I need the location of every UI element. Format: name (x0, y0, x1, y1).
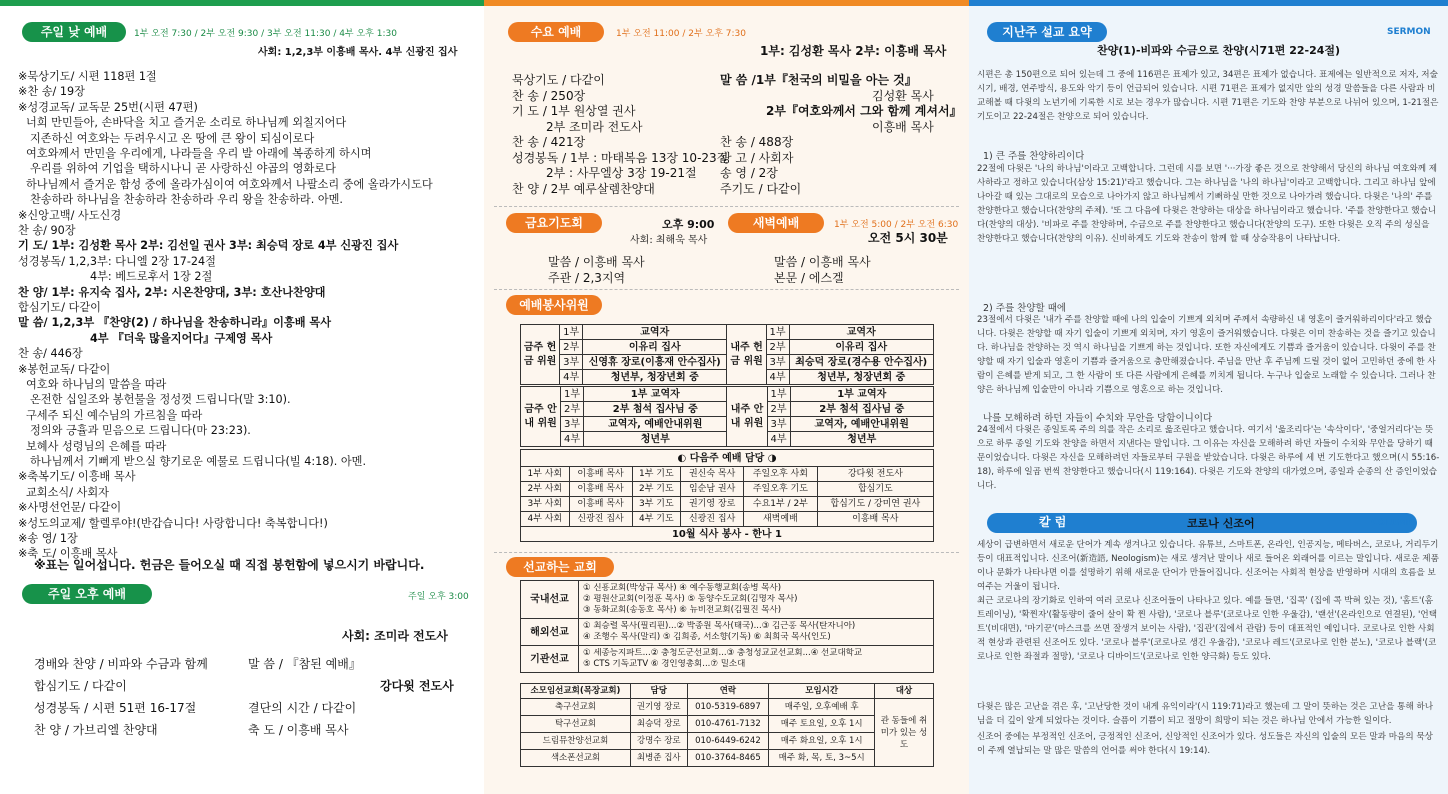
usher-slot: 2부 (561, 402, 584, 417)
order-line: 보혜사 성령님의 은혜를 따라 (26, 439, 167, 453)
usher-slot: 3부 (767, 417, 790, 432)
wednesday-left-item: 기 도 / 1부 원상열 권사 (512, 104, 636, 118)
smallgroup-cell: 권기영 장로 (630, 699, 687, 716)
friday-prayer-title: 금요기도회 (506, 213, 602, 233)
usher-next-person: 청년부 (790, 432, 933, 447)
offering-slot: 3부 (766, 355, 789, 370)
smallgroup-head: 담당 (630, 684, 687, 699)
wednesday-left-item: 성경봉독 / 1부 : 마태복음 13장 10-23절 (512, 150, 729, 165)
smallgroup-cell: 매주일, 오후예배 후 (769, 699, 875, 716)
next-week-cell: 신광진 집사 (681, 512, 744, 527)
offering-slot: 1부 (560, 325, 583, 340)
next-week-cell: 새벽예배 (744, 512, 818, 527)
next-week-cell: 권기영 장로 (681, 497, 744, 512)
dawn-big-time: 오전 5시 30분 (868, 231, 948, 245)
order-line: 온전한 십일조와 봉헌물을 정성껏 드립니다(말 3:10). (30, 393, 291, 407)
offering-this-person: 신영휴 장로(이흥재 안수집사) (583, 355, 727, 370)
usher-next-person: 교역자, 예배안내위원 (790, 417, 933, 432)
smallgroup-cell: 강명수 장로 (630, 733, 687, 750)
offering-slot: 2부 (560, 340, 583, 355)
usher-table (520, 386, 934, 447)
next-week-cell: 신광진 집사 (569, 512, 632, 527)
pm-left-item: 성경봉독 / 시편 51편 16-17절 (34, 701, 197, 715)
wednesday-left-item: 2부 : 사무엘상 3장 19-21절 (546, 166, 697, 180)
mission-category: 기관선교 (521, 646, 579, 673)
smallgroup-head: 소모임선교회(목장교회) (521, 684, 631, 699)
sunday-worship-panel (0, 0, 484, 794)
order-line: ※사명선언문/ 다같이 (18, 501, 122, 515)
next-week-head: ◐ 다음주 예배 담당 ◑ (521, 450, 934, 467)
dawn-text: 본문 / 에스겔 (774, 271, 844, 285)
offering-next-person: 교역자 (789, 325, 934, 340)
afternoon-service-title: 주일 오후 예배 (22, 584, 152, 604)
sermon-subheading: 나를 모해하려 하던 자들이 수치와 무안을 당함이니이다 (983, 413, 1213, 422)
next-week-cell: 주일오후 사회 (744, 467, 818, 482)
order-line: 말 씀/ 1,2,3부 『찬양(2) / 하나님을 찬송하니라』이흥배 목사 (18, 316, 332, 330)
order-line: 너희 만민들아, 손바닥을 치고 즐거운 소리로 하나님께 외칠지어다 (26, 116, 347, 130)
wednesday-left-item: 찬 송 / 250장 (512, 88, 586, 103)
usher-next-person: 1부 교역자 (790, 387, 933, 402)
mission-table (520, 580, 934, 673)
order-line: ※성도의교제/ 할렐루야!(반갑습니다! 사랑합니다! 축복합니다!) (18, 516, 328, 530)
column-title: 칼 럼 (1039, 515, 1067, 529)
offering-next-person: 최승덕 장로(경수용 안수집사) (789, 355, 934, 370)
usher-slot: 2부 (767, 402, 790, 417)
usher-slot: 4부 (561, 432, 584, 447)
order-line: ※성경교독/ 교독문 25번(시편 47편) (18, 100, 198, 114)
wednesday-right-item: 주기도 / 다같이 (720, 181, 802, 196)
sunday-service-title: 주일 낮 예배 (22, 22, 126, 42)
order-line: 합심기도/ 다같이 (18, 301, 101, 314)
smallgroup-cell: 010-5319-6897 (687, 699, 769, 716)
weekday-worship-panel (484, 0, 969, 794)
sunday-presider: 사회: 1,2,3부 이흥배 목사. 4부 신광진 집사 (258, 47, 458, 58)
order-line: 성경봉독/ 1,2,3부: 다니엘 2장 17-24절 (18, 254, 216, 268)
next-week-cell: 이흥배 목사 (569, 497, 632, 512)
dawn-sermon: 말씀 / 이흥배 목사 (774, 255, 871, 269)
order-line: 지존하신 여호와는 두려우시고 온 땅에 큰 왕이 되심이로다 (30, 131, 315, 145)
mission-entry: ① 최승렬 목사(필리핀)...② 박종원 목사(태국)...③ 김근홍 목사(탄자니아) (583, 621, 856, 631)
next-week-cell: 1부 사회 (521, 467, 570, 482)
wednesday-service-time: 1부 오전 11:00 / 2부 오후 7:30 (616, 29, 746, 39)
sermon-heading: 찬양(1)-비파와 수금으로 찬양(시71편 22-24절) (1097, 44, 1341, 57)
next-week-table (520, 449, 934, 542)
lunch-service: 10월 식사 봉사 - 한나 1 (521, 527, 934, 542)
mission-title: 선교하는 교회 (506, 557, 614, 577)
smallgroup-cell: 매주 화요일, 오후 1시 (769, 733, 875, 750)
sermon-summary-title: 지난주 설교 요약 (987, 22, 1107, 42)
wednesday-right-item: 이흥배 목사 (872, 119, 934, 134)
usher-slot: 4부 (767, 432, 790, 447)
column-paragraph: 신조어 중에는 부정적인 신조어, 긍정적인 신조어, 신앙적인 신조어가 있다. 성도들은 자신의 입술의 모든 말과 마음의 묵상이 주께 열납되는 말 많은 말씀의 언어를 써야 한다(시 19:14). (977, 732, 1433, 756)
usher-next-person: 2부 첨석 집사님 중 (790, 402, 933, 417)
smallgroup-cell: 드림뮤찬양선교회 (521, 733, 631, 750)
wednesday-left-item: 2부 조미라 전도사 (546, 119, 643, 134)
offering-slot: 3부 (560, 355, 583, 370)
mission-category: 국내선교 (521, 581, 579, 619)
order-line: 찬 송/ 446장 (18, 347, 83, 361)
sermon-paragraph: 24절에서 다윗은 종일토록 주의 의를 작은 소리로 읊조린다고 했습니다. 여기서 '읊조리다'는 '속삭이다', '중얼거리다'는 뜻으로 하루 종일 기도와 찬양을 하면서 지낸다는 말입니다. 그 이유는 자신을 모해하려 하던 자들이 수치와 무안을 당하기 때문이었습니다. 다윗은 자신을 모해하려던 자들로부터 구원을 받았습니다. 다윗은 하루에 세 번 기도한다고 했으며(시 55:16-18), 하루에 일곱 번씩 찬양한다고 했습니다(시 119:164). 다윗은 기도와 찬양의 대가였으며, 종일과 순종의 산 증인이었습니다. (977, 425, 1440, 491)
smallgroup-cell: 매주 화, 목, 토, 3~5시 (769, 750, 875, 767)
pm-left-item: 합심기도 / 다같이 (34, 679, 127, 693)
pm-left-item: 경배와 찬양 / 비파와 수금과 함께 (34, 657, 208, 671)
mission-entry: ① 신흥교회(박상규 목사) ④ 예수동행교회(송병 목사) (583, 583, 782, 593)
pm-right-item: 결단의 시간 / 다같이 (248, 701, 357, 715)
wednesday-preachers: 1부: 김성환 목사 2부: 이흥배 목사 (760, 44, 947, 58)
mission-entry: ④ 조행수 목사(말리) ⑤ 김희종, 서소향(기독) ⑥ 최희국 목사(인도) (583, 632, 831, 642)
order-line: 4부: 베드로후서 1장 2절 (90, 270, 213, 284)
wednesday-left-item: 찬 양 / 2부 예루살렘찬양대 (512, 181, 655, 196)
wednesday-right-item: 김성환 목사 (872, 88, 934, 103)
mission-entry: ③ 동화교회(송동호 목사) ⑥ 뉴비전교회(김필진 목사) (583, 605, 782, 615)
sunday-service-times: 1부 오전 7:30 / 2부 오전 9:30 / 3부 오전 11:30 / 4부 오후 1:30 (134, 29, 397, 39)
friday-sermon: 말씀 / 이흥배 목사 (548, 255, 645, 269)
usher-this-person: 교역자, 예배안내위원 (584, 417, 727, 432)
next-week-cell: 주일오후 기도 (744, 482, 818, 497)
friday-prayer-time: 오후 9:00 (662, 218, 715, 231)
column-paragraph: 다윗은 많은 고난을 겪은 후, '고난당한 것이 내게 유익이라'(시 119:71)라고 했는데 그 말이 뜻하는 것은 고난을 통해 하나님을 더 깊이 알게 되었다는 것이다. 슬픔이 기쁨이 되고 절망이 희망이 되는 것은 하나님 안에서 가능한 일이다. (977, 702, 1434, 726)
order-line: ※묵상기도/ 시편 118편 1절 (18, 70, 157, 83)
order-line: ※축 도/ 이흥배 목사 (18, 547, 118, 561)
order-line: 찬송하라 하나님을 찬송하라 찬송하라 우리 왕을 찬송하라. 아멘. (30, 193, 343, 207)
smallgroup-head: 대상 (875, 684, 934, 699)
dawn-service-title: 새벽예배 (728, 213, 824, 233)
friday-host: 주관 / 2,3지역 (548, 271, 626, 285)
next-week-cell: 4부 사회 (521, 512, 570, 527)
order-line: 여호와께서 만민을 우리에게, 나라들을 우리 발 아래에 복종하게 하시며 (26, 147, 372, 160)
smallgroup-target: 관 동들에 취미가 있는 성도 (875, 699, 934, 767)
sermon-column-panel (969, 0, 1448, 794)
offering-slot: 4부 (560, 370, 583, 385)
next-week-cell: 4부 기도 (632, 512, 681, 527)
service-committee-title: 예배봉사위원 (506, 295, 602, 315)
friday-presider: 사회: 최해욱 목사 (630, 235, 708, 246)
mission-entry: ② 평원산교회(이정훈 목사) ⑤ 동양수도교회(김명자 목사) (583, 594, 798, 604)
afternoon-service-time: 주일 오후 3:00 (408, 592, 469, 602)
order-line: 하나님께서 즐거운 함성 중에 올라가심이여 여호와께서 나팔소리 중에 올라가시도다 (26, 177, 433, 191)
offering-next-person: 이유리 집사 (789, 340, 934, 355)
next-week-cell: 강다윗 전도사 (817, 467, 933, 482)
order-line: 여호와 하나님의 말씀을 따라 (26, 378, 167, 391)
usher-slot: 3부 (561, 417, 584, 432)
smallgroup-head: 모임시간 (769, 684, 875, 699)
wednesday-left-item: 묵상기도 / 다같이 (512, 73, 605, 87)
next-week-cell: 1부 기도 (632, 467, 681, 482)
offering-next-label: 내주 헌금 위원 (727, 325, 766, 385)
wednesday-left-item: 찬 송 / 421장 (512, 135, 586, 149)
smallgroup-cell: 최병준 집사 (630, 750, 687, 767)
order-line: 정의와 긍휼과 믿음으로 드립니다(마 23:23). (30, 424, 251, 438)
smallgroup-head: 연락 (687, 684, 769, 699)
dawn-service-time: 1부 오전 5:00 / 2부 오전 6:30 (834, 220, 959, 230)
column-subtitle: 코로나 신조어 (1187, 517, 1255, 530)
wednesday-service-title: 수요 예배 (508, 22, 604, 42)
order-line: 기 도/ 1부: 김성환 목사 2부: 김선일 권사 3부: 최승덕 장로 4부 신광진 집사 (18, 239, 399, 253)
offering-slot: 2부 (766, 340, 789, 355)
smallgroup-cell: 최승덕 장로 (630, 716, 687, 733)
order-line: 4부 『더욱 많을지어다』구제영 목사 (90, 331, 273, 345)
order-line: ※송 영/ 1장 (18, 532, 78, 545)
next-week-cell: 3부 사회 (521, 497, 570, 512)
smallgroup-cell: 010-4761-7132 (687, 716, 769, 733)
next-week-cell: 합심기도 / 강미연 권사 (817, 497, 933, 512)
next-week-cell: 3부 기도 (632, 497, 681, 512)
next-week-cell: 이흥배 목사 (569, 467, 632, 482)
next-week-cell: 수요1부 / 2부 (744, 497, 818, 512)
usher-slot: 1부 (561, 387, 584, 402)
offering-slot: 4부 (766, 370, 789, 385)
pm-left-item: 찬 양 / 가브리엘 찬양대 (34, 723, 158, 737)
usher-this-person: 청년부 (584, 432, 727, 447)
wednesday-right-item: 송 영 / 2장 (720, 166, 778, 180)
smallgroup-cell: 매주 토요일, 오후 1시 (769, 716, 875, 733)
mission-list (579, 619, 934, 646)
next-week-cell: 권신숙 목사 (681, 467, 744, 482)
next-week-cell: 이흥배 목사 (817, 512, 933, 527)
order-line: ※신앙고백/ 사도신경 (18, 208, 122, 222)
order-line: 하나님께서 기뻐게 받으실 향기로운 예물로 드립니다(빌 4:18). 아멘. (30, 455, 367, 468)
sunday-note: ※표는 일어섭니다. 헌금은 들어오실 때 직접 봉헌함에 넣으시기 바랍니다. (34, 558, 425, 572)
offering-this-person: 이유리 집사 (583, 340, 727, 355)
smallgroup-cell: 탁구선교회 (521, 716, 631, 733)
sermon-label: SERMON (1387, 27, 1431, 37)
pm-right-item: 축 도 / 이흥배 목사 (248, 723, 349, 737)
column-paragraph: 최근 코로나의 장기화로 인하여 여러 코로나 신조어들이 나타나고 있다. 예를 들면, '집콕' (집에 콕 박혀 있는 것), '홈트'(홈 트레이닝), '확찐자'(활동량이 줄어 살이 확 찐 사람), '코로나 블루'(코로나로 인한 우울감), '랜선'(온라인으로 연결된), '언택트'(비대면), '마기꾼'(마스크를 쓰면 잘생겨 보이는 사람), '집관'(집에서 관람) 등이 대표적인 예입니다. 코로나로 인한 사회적 현상과 관련된 신조어도 있다. '코로나 블루'(코로나로 생긴 우울감), '코로나 레드'(코로나로 인한 분노), '코로나 블랙'(코로나로 인한 좌절과 절망), '코로나 디바이드'(코로나로 인한 양극화) 등도 있다. (977, 596, 1438, 662)
order-line: 찬 송/ 90장 (18, 224, 76, 237)
order-line: ※축복기도/ 이흥배 목사 (18, 470, 136, 484)
offering-next-person: 청년부, 청장년회 중 (789, 370, 934, 385)
usher-this-person: 2부 첨석 집사님 중 (584, 402, 727, 417)
sermon-subheading: 1) 큰 주를 찬양하리이다 (983, 151, 1085, 160)
sermon-paragraph: 시편은 총 150편으로 되어 있는데 그 중에 116편은 표제가 있고, 34편은 표제가 없습니다. 표제에는 일반적으로 저자, 저술시기, 배경, 연주방식, 용도와 악기 등이 언급되어 있습니다. 시편 71편은 표제가 없지만 앞의 성경 말씀들을 다른 사람과 비교해볼 때 다윗의 노년기에 기록한 시로 보는 경우가 많습니다. 시편 71편은 기도와 찬양 부분으로 나뉘어 있으며, 1-21절은 기도이고 22-24절은 찬양으로 되어 있습니다. (977, 70, 1439, 122)
pm-right-item: 강다윗 전도사 (380, 679, 454, 693)
usher-this-person: 1부 교역자 (584, 387, 727, 402)
mission-entry: ⑤ CTS 기독교TV ⑥ 경인영총회...⑦ 밀소대 (583, 659, 746, 669)
sermon-paragraph: 23절에서 다윗은 '내가 주를 찬양할 때에 나의 입술이 기쁘게 외치며 주께서 속량하신 내 영혼이 즐거워하리이다'라고 했습니다. 다윗은 찬양할 때 자기 입술이 기쁘게 외치며, 자기 영혼이 즐거워했습니다. 다윗은 이미 찬송하는 것을 즐기고 있습니다. 하나님을 찬양하는 것 역시 하나님을 기쁘게 하는 것입니다. 또한 자신에게도 기쁨과 즐거움이 있습니다. 다윗이 주를 찬양할 때 자기 입술과 영혼이 기쁨과 즐거움으로 충만해졌습니다. 주님을 만난 후 주님께 드릴 것이 없어 고민하던 중에 한 사람이 은혜를 받게 되고, 그 한 사람이 또 다른 사람에게 은혜를 끼치게 됩니다. 누구나 입술로 노래할 수 있습니다. 그러나 찬양은 하나님께 입술만이 아니라 기쁨으로 영혼으로 하는 것입니다. (977, 315, 1436, 395)
mission-entry: ① 세종능지파트...② 충청도군선교회...③ 충청성교교선교회...④ 선교대학교 (583, 648, 863, 658)
smallgroup-cell: 축구선교회 (521, 699, 631, 716)
next-week-cell: 합심기도 (817, 482, 933, 497)
smallgroup-cell: 010-3764-8465 (687, 750, 769, 767)
offering-table (520, 324, 934, 385)
offering-this-label: 금주 헌금 위원 (521, 325, 560, 385)
usher-next-label: 내주 안내 위원 (727, 387, 767, 447)
next-week-cell: 임순남 권사 (681, 482, 744, 497)
order-line: 찬 양/ 1부: 유지숙 집사, 2부: 시온찬양대, 3부: 호산나찬양대 (18, 285, 326, 299)
wednesday-right-item: 말 씀 /1부『천국의 비밀을 아는 것』 (720, 73, 917, 87)
afternoon-presider: 사회: 조미라 전도사 (342, 629, 448, 643)
mission-list (579, 581, 934, 619)
order-line: 구세주 되신 예수님의 가르침을 따라 (26, 408, 203, 422)
usher-this-label: 금주 안내 위원 (521, 387, 561, 447)
sermon-paragraph: 22절에 다윗은 '나의 하나님'이라고 고백합니다. 그런데 시를 보면 '···가장 좋은 것으로 찬양해서 당신의 하나님 여호와께 제사하라고 정하고 있습니다(삼상 15:21)'라고 했습니다. 그는 하나님을 '나의 하나님'이라고 고백합니다. 그리고 하나님 앞에 나아갈 때 있는 그대로의 모습으로 나아가지 않고 하나님께서 기뻐하실 만한 것으로 나아가려 했습니다. 다윗은 '나의' 주를 찬양한다고 했습니다(찬양의 주체). '또 그 다음에 다윗은 찬양하는 대상을 하나님이라고 했습니다. '주를 찬양한다고 했습니다(찬양의 대상). '비파로 주를 찬양하며, 수금으로 주를 찬양한다고 했습니다(찬양의 도구). 또한 다윗은 오직 주의 성실을 찬양한다고 했습니다(찬양의 이유). 신비하게도 기도와 찬송이 함께 할 때 상승작용이 나타납니다. (977, 164, 1438, 244)
wednesday-right-item: 2부『여호와께서 그와 함께 계셔서』 (766, 104, 962, 118)
offering-this-person: 교역자 (583, 325, 727, 340)
column-paragraph: 세상이 급변하면서 새로운 단어가 계속 생겨나고 있습니다. 유튜브, 스마트폰, 온라인, 인공지능, 메타버스, 코로나, 거리두기 등이 대표적입니다. 신조어(新造語, Neologism)는 새로 생겨난 말이나 새로 들어온 외래어를 이르는 말입니다. 새로운 제품이나 문화가 나타나면 이를 설명하기 위해 새로운 단어가 만들어집니다. 신조어는 사회적 현상을 반영하며 시대의 흐름을 보여주는 거울이 됩니다. (977, 540, 1439, 592)
wednesday-right-item: 찬 송 / 488장 (720, 135, 794, 149)
offering-this-person: 청년부, 청장년회 중 (583, 370, 727, 385)
offering-slot: 1부 (766, 325, 789, 340)
next-week-cell: 2부 기도 (632, 482, 681, 497)
mission-category: 해외선교 (521, 619, 579, 646)
order-line: ※봉헌교독/ 다같이 (18, 362, 111, 376)
mission-list (579, 646, 934, 673)
order-line: ※찬 송/ 19장 (18, 85, 85, 99)
smallgroup-table (520, 683, 934, 767)
order-line: 교회소식/ 사회자 (26, 485, 109, 499)
wednesday-right-item: 광 고 / 사회자 (720, 150, 794, 165)
next-week-cell: 이흥배 목사 (569, 482, 632, 497)
next-week-cell: 2부 사회 (521, 482, 570, 497)
usher-slot: 1부 (767, 387, 790, 402)
column-label: COLUMN (1371, 518, 1415, 528)
sermon-subheading: 2) 주를 찬양할 때에 (983, 303, 1067, 312)
order-line: 우리를 위하여 기업을 택하시나니 곧 사랑하신 야곱의 영화로다 (30, 162, 336, 176)
pm-right-item: 말 씀 / 『참된 예배』 (248, 657, 361, 671)
smallgroup-cell: 010-6449-6242 (687, 733, 769, 750)
smallgroup-cell: 색소폰선교회 (521, 750, 631, 767)
